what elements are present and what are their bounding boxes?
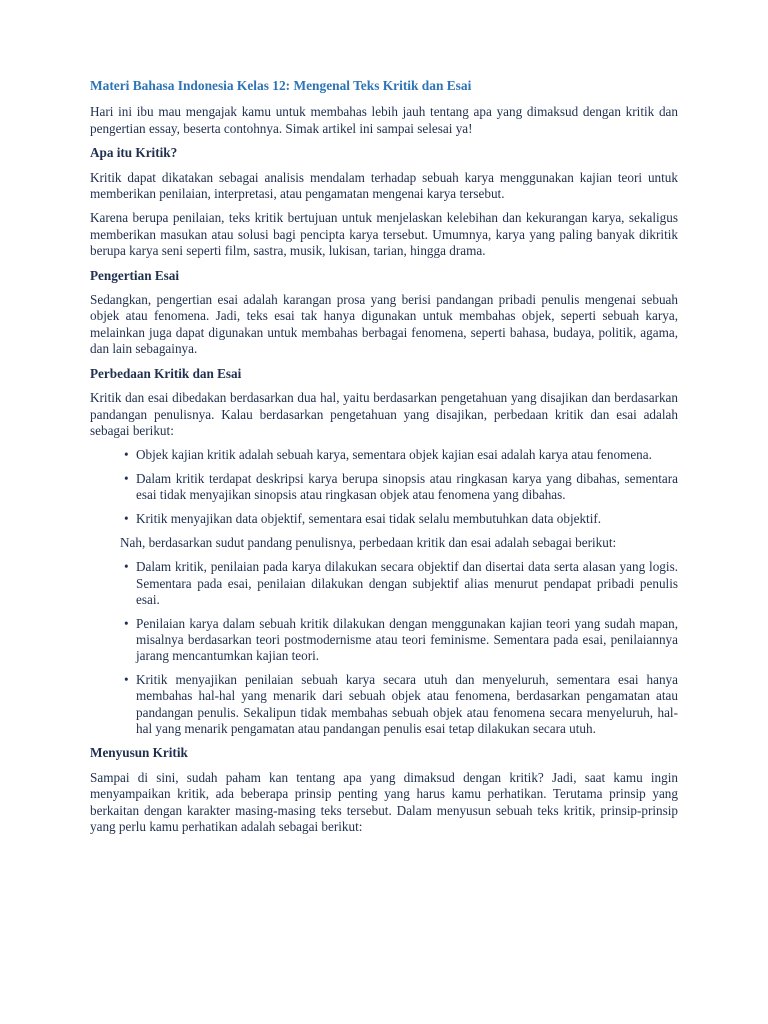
bullet-icon: • xyxy=(124,510,129,526)
list-item xyxy=(124,470,678,504)
heading-apa-itu-kritik: Apa itu Kritik? xyxy=(90,145,178,161)
bullet-icon: • xyxy=(124,559,129,575)
esai-paragraph-1: Sedangkan, pengertian esai adalah karangan prosa yang berisi pandangan pribadi penulis mengenai sebuah objek atau fenomena. Jadi, teks esai tak hanya digunakan untuk membahas objek, seperti sebuah karya, melainkan juga dapat digunakan untuk membahas berbagai fenomena, seperti bahasa, budaya, politik, agama, dan lain sebagainya. xyxy=(90,292,678,357)
bullet-icon: • xyxy=(124,671,129,687)
heading-pengertian-esai: Pengertian Esai xyxy=(90,267,180,283)
list-item-text: Dalam kritik, penilaian pada karya dilakukan secara objektif dan disertai data serta alasan yang logis. Sementara pada esai, penilaian dilakukan dengan subjektif alias menurut pendapat pribadi penulis esai. xyxy=(136,559,678,608)
list-item-text: Dalam kritik terdapat deskripsi karya berupa sinopsis atau ringkasan karya yang dibahas, sementara esai tidak menyajikan sinopsis atau ringkasan objek atau fenomena yang dibahas. xyxy=(136,470,678,503)
list-item-text: Penilaian karya dalam sebuah kritik dilakukan dengan menggunakan kajian teori yang sudah mapan, misalnya berdasarkan teori postmodernisme atau teori feminisme. Sementara pada esai, penilaiannya jarang mencantumkan kajian teori. xyxy=(136,615,678,664)
bullet-icon: • xyxy=(124,470,129,486)
bullet-icon: • xyxy=(124,615,129,631)
bullet-icon: • xyxy=(124,447,129,463)
perbedaan-list-pengetahuan xyxy=(90,447,678,527)
document-page xyxy=(90,78,678,843)
kritik-paragraph-1: Kritik dapat dikatakan sebagai analisis mendalam terhadap sebuah karya menggunakan kajian teori untuk memberikan penilaian, interpretasi, atau pengamatan mengenai karya tersebut. xyxy=(90,169,678,202)
list-item xyxy=(124,671,678,738)
perbedaan-intro-paragraph: Kritik dan esai dibedakan berdasarkan dua hal, yaitu berdasarkan pengetahuan yang disajikan dan berdasarkan pandangan penulisnya. Kalau berdasarkan pengetahuan yang disajikan, perbedaan kritik dan esai adalah sebagai berikut: xyxy=(90,390,678,438)
list-item xyxy=(124,447,678,463)
document-title: Materi Bahasa Indonesia Kelas 12: Mengenal Teks Kritik dan Esai xyxy=(90,78,472,93)
heading-menyusun-kritik: Menyusun Kritik xyxy=(90,745,188,761)
heading-perbedaan: Perbedaan Kritik dan Esai xyxy=(90,365,242,381)
list-item-text: Kritik menyajikan penilaian sebuah karya secara utuh dan menyeluruh, sementara esai hanya membahas hal-hal yang menarik dari sebuah objek atau fenomena, berdasarkan pengamatan atau pandangan penulis. Sekalipun tidak membahas sebuah objek atau fenomena secara menyeluruh, hal-hal yang menarik pengamatan atau pandangan penulis esai tetap dilakukan secara utuh. xyxy=(136,671,678,736)
list-item xyxy=(124,559,678,608)
kritik-paragraph-2: Karena berupa penilaian, teks kritik bertujuan untuk menjelaskan kelebihan dan kekurangan karya, sekaligus memberikan masukan atau solusi bagi pencipta karya tersebut. Umumnya, karya yang paling banyak dikritik berupa karya seni seperti film, sastra, musik, lukisan, tarian, hingga drama. xyxy=(90,210,678,259)
perbedaan-list-sudut-pandang xyxy=(90,559,678,737)
perbedaan-middle-paragraph: Nah, berdasarkan sudut pandang penulisnya, perbedaan kritik dan esai adalah sebagai berikut: xyxy=(120,534,617,550)
list-item xyxy=(124,615,678,665)
menyusun-paragraph-1: Sampai di sini, sudah paham kan tentang apa yang dimaksud dengan kritik? Jadi, saat kamu ingin menyampaikan kritik, ada beberapa prinsip penting yang harus kamu perhatikan. Terutama prinsip yang berkaitan dengan karakter masing-masing teks tersebut. Dalam menyusun sebuah teks kritik, prinsip-prinsip yang perlu kamu perhatikan adalah sebagai berikut: xyxy=(90,769,678,835)
list-item-text: Objek kajian kritik adalah sebuah karya, sementara objek kajian esai adalah karya atau fenomena. xyxy=(136,447,652,463)
list-item xyxy=(124,510,678,527)
list-item-text: Kritik menyajikan data objektif, sementara esai tidak selalu membutuhkan data objektif. xyxy=(136,510,602,526)
intro-paragraph: Hari ini ibu mau mengajak kamu untuk membahas lebih jauh tentang apa yang dimaksud dengan kritik dan pengertian essay, beserta contohnya. Simak artikel ini sampai selesai ya! xyxy=(90,104,678,136)
